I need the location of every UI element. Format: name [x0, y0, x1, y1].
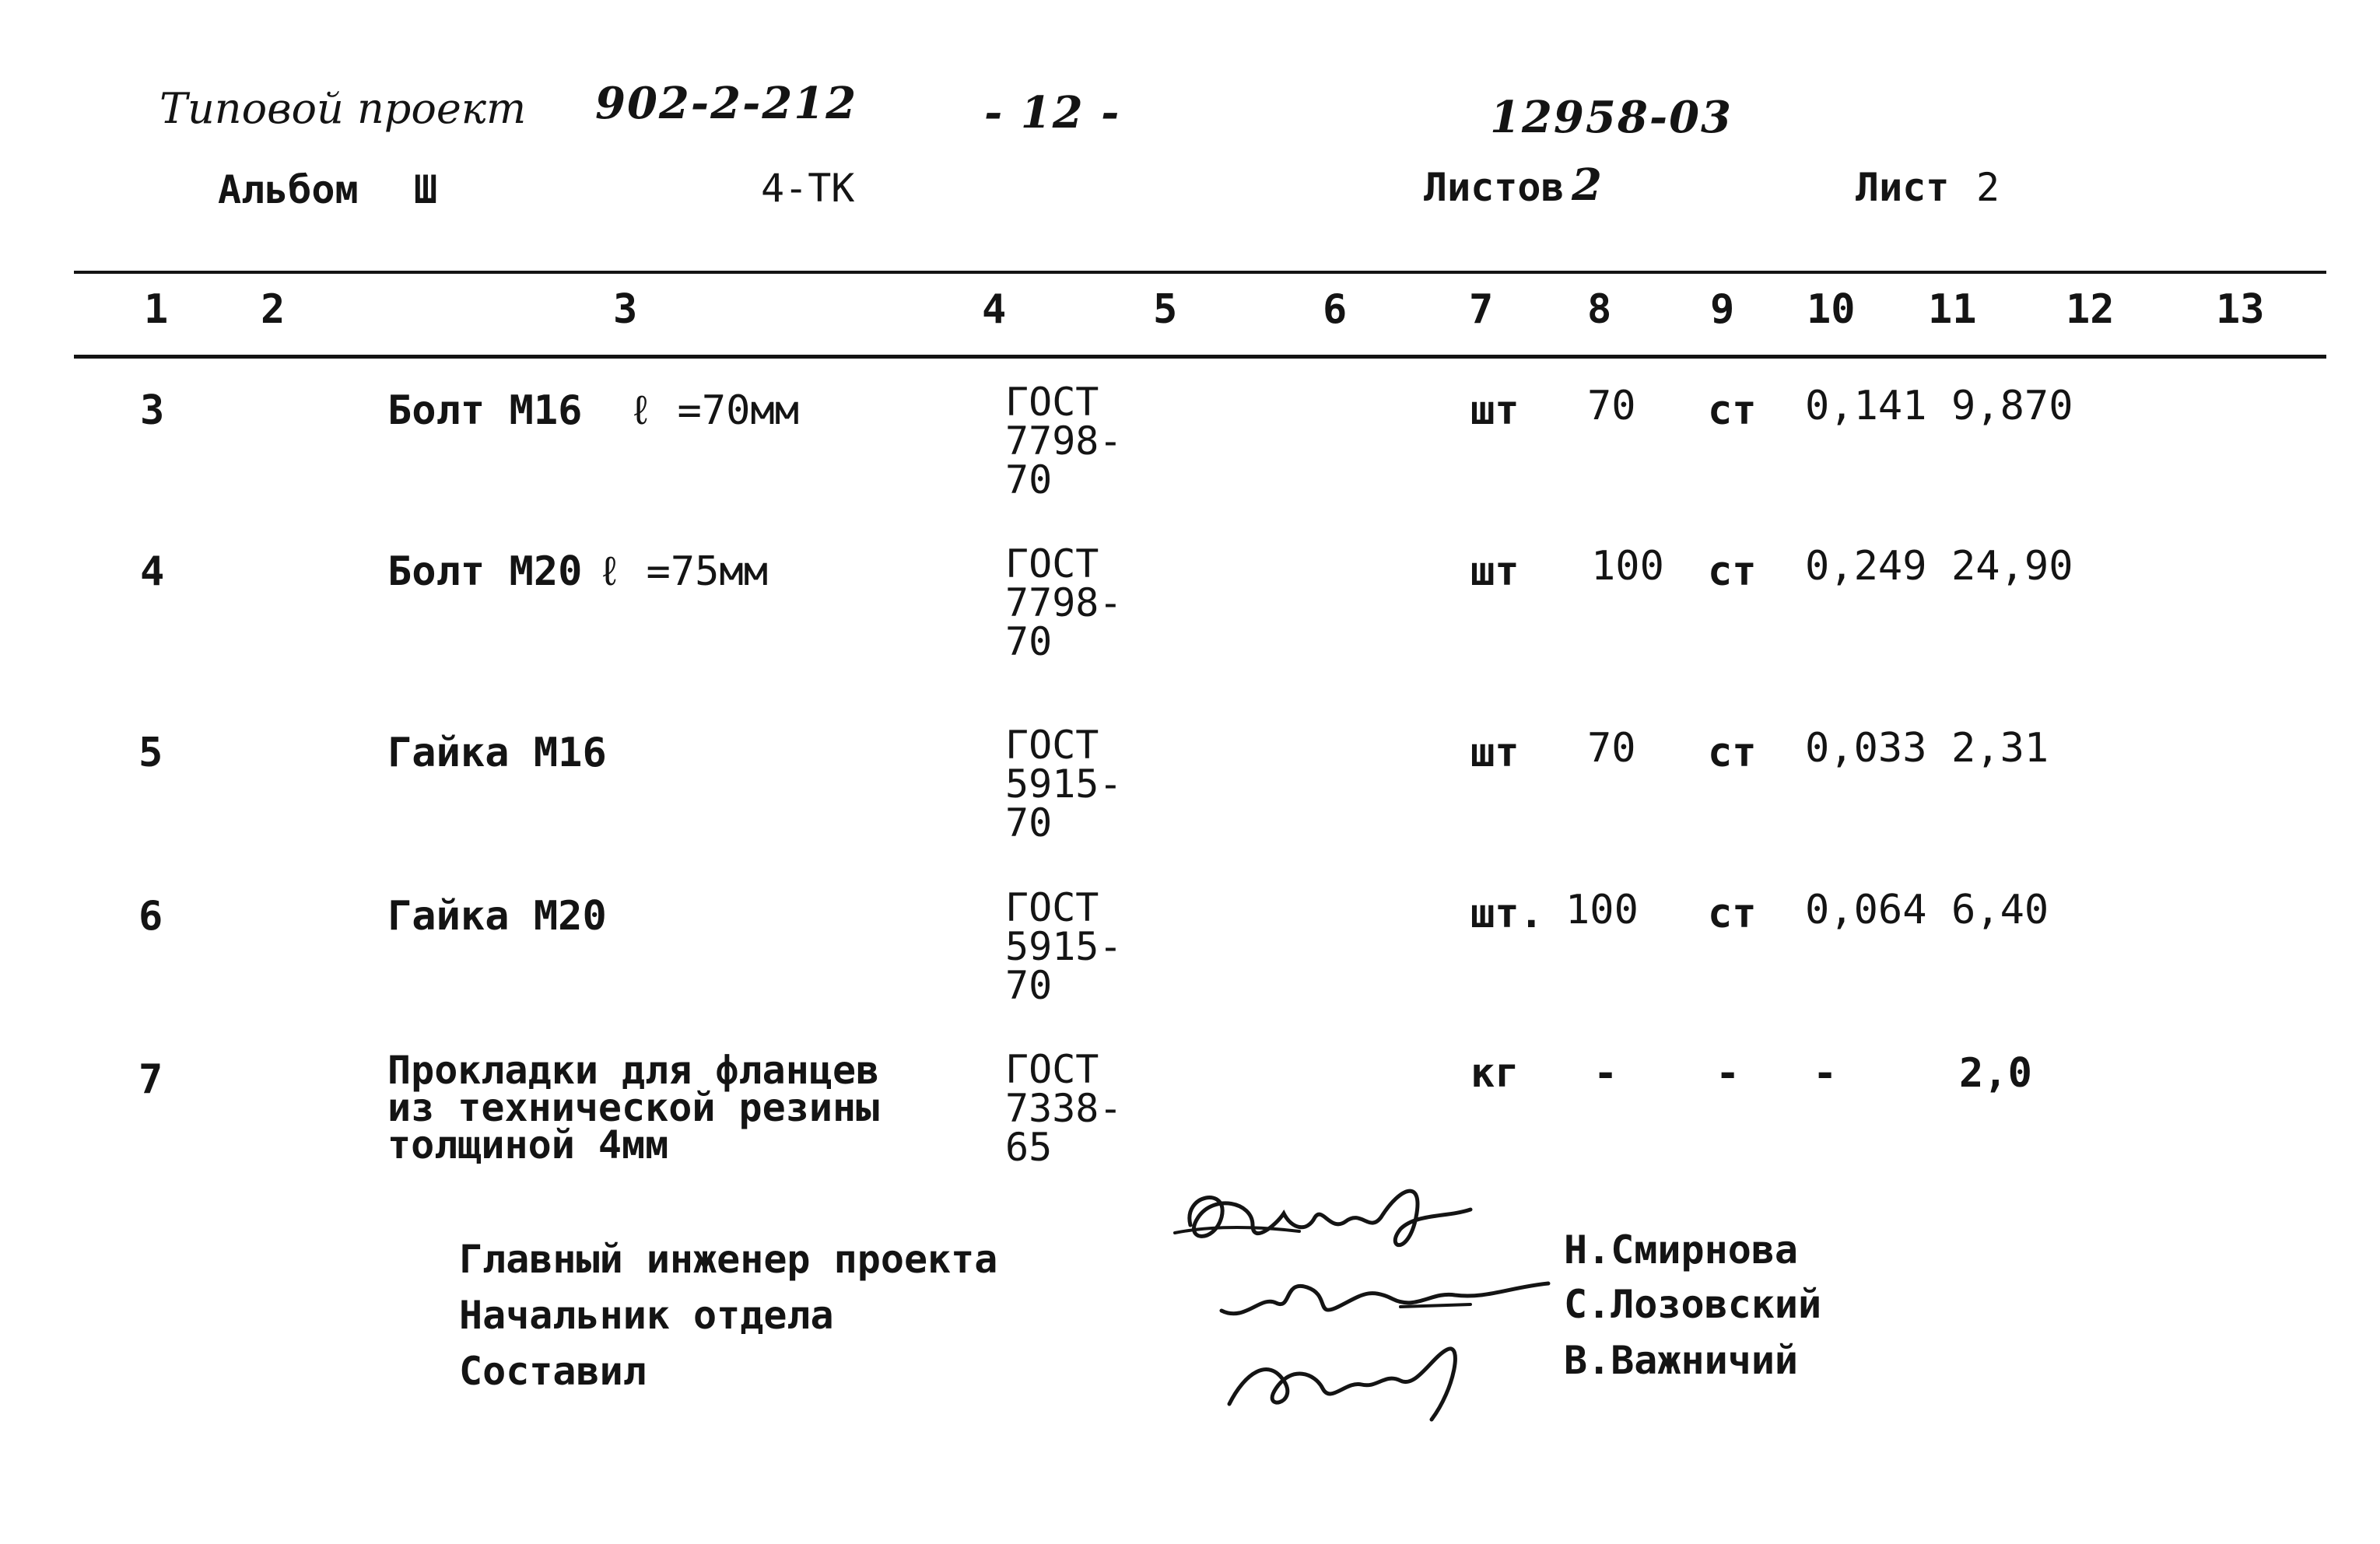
sheet-label: Лист [1856, 165, 1950, 210]
col-11: 11 [1928, 286, 1977, 333]
row-gost: ГОСТ 5915- 70 [1005, 885, 1123, 1008]
signature-scrawl-1 [1167, 1171, 1494, 1264]
signature-scrawl-2 [1214, 1264, 1572, 1334]
col-6: 6 [1323, 286, 1348, 333]
row-total-mass: 9,870 [1951, 383, 2073, 429]
row-qty: 70 [1587, 383, 1636, 429]
row-qty: 70 [1587, 725, 1636, 772]
row-name-extra: ℓ =70мм [629, 387, 800, 434]
signature-name: В.Важничий [1564, 1338, 1799, 1383]
row-total-mass: 24,90 [1951, 543, 2073, 590]
row-gost: ГОСТ 7798- 70 [1005, 380, 1123, 502]
col-3: 3 [613, 286, 638, 333]
project-number: 902-2-212 [595, 78, 858, 129]
row-gost: ГОСТ 7338- 65 [1005, 1047, 1123, 1170]
doc-code: 12958-03 [1490, 92, 1733, 143]
table-top-rule [74, 271, 2326, 274]
row-material: ст [1708, 891, 1757, 937]
row-unit: шт [1470, 730, 1519, 776]
project-label: Типовой проект [159, 84, 527, 133]
signature-role: Составил [459, 1349, 647, 1394]
col-1: 1 [144, 286, 169, 333]
signature-role: Начальник отдела [459, 1293, 834, 1338]
row-gost: ГОСТ 7798- 70 [1005, 541, 1123, 664]
col-12: 12 [2066, 286, 2115, 333]
album-label: Альбом [218, 167, 359, 212]
row-material: ст [1708, 387, 1757, 434]
row-position: 4 [140, 548, 165, 595]
signature-name: С.Лозовский [1564, 1282, 1822, 1327]
col-9: 9 [1710, 286, 1735, 333]
row-unit-mass: 0,141 [1805, 383, 1927, 429]
row-position: 7 [138, 1056, 163, 1103]
sheet-number: 2 [1976, 165, 2000, 210]
row-unit: кг [1470, 1050, 1519, 1097]
row-unit-mass: 0,033 [1805, 725, 1927, 772]
row-material: ст [1708, 548, 1757, 595]
row-position: 3 [140, 387, 165, 434]
row-name: Гайка М20 [387, 893, 607, 940]
row-name-extra: ℓ =75мм [598, 548, 769, 595]
sheets-label: Листов [1424, 165, 1565, 210]
row-total-mass: 6,40 [1951, 887, 2049, 933]
row-name-multiline: Прокладки для фланцев из технической резины толщиной 4мм [387, 1048, 880, 1168]
signature-name: Н.Смирнова [1564, 1227, 1799, 1273]
row-name: Болт М16 [387, 387, 583, 434]
table-header-rule [74, 355, 2326, 359]
col-8: 8 [1587, 286, 1612, 333]
row-material: ст [1708, 730, 1757, 776]
row-unit: шт [1470, 387, 1519, 434]
row-unit-mass: 0,249 [1805, 543, 1927, 590]
row-unit: шт [1470, 548, 1519, 595]
album-number: Ш [414, 167, 438, 212]
row-qty: 100 [1565, 887, 1639, 933]
col-2: 2 [261, 286, 286, 333]
signature-scrawl-3 [1214, 1326, 1494, 1427]
col-4: 4 [982, 286, 1007, 333]
signature-role: Главный инженер проекта [459, 1237, 998, 1282]
row-total-mass: 2,31 [1951, 725, 2049, 772]
col-13: 13 [2216, 286, 2265, 333]
row-qty: 100 [1591, 543, 1664, 590]
col-10: 10 [1807, 286, 1856, 333]
page-number: - 12 - [984, 87, 1121, 138]
row-total-mass: 2,0 [1959, 1050, 2032, 1097]
row-gost: ГОСТ 5915- 70 [1005, 723, 1123, 846]
row-name: Гайка М16 [387, 730, 607, 776]
row-unit-mass: 0,064 [1805, 887, 1927, 933]
row-position: 6 [138, 893, 163, 940]
row-position: 5 [138, 730, 163, 776]
row-material: - [1716, 1050, 1740, 1097]
row-unit-mass: - [1813, 1050, 1838, 1097]
row-unit: шт. [1470, 891, 1544, 937]
row-name: Болт М20 [387, 548, 583, 595]
sheets-count: 2 [1572, 159, 1604, 211]
row-qty: - [1593, 1050, 1618, 1097]
section-code: 4-ТК [761, 166, 855, 211]
col-7: 7 [1469, 286, 1494, 333]
col-5: 5 [1153, 286, 1178, 333]
